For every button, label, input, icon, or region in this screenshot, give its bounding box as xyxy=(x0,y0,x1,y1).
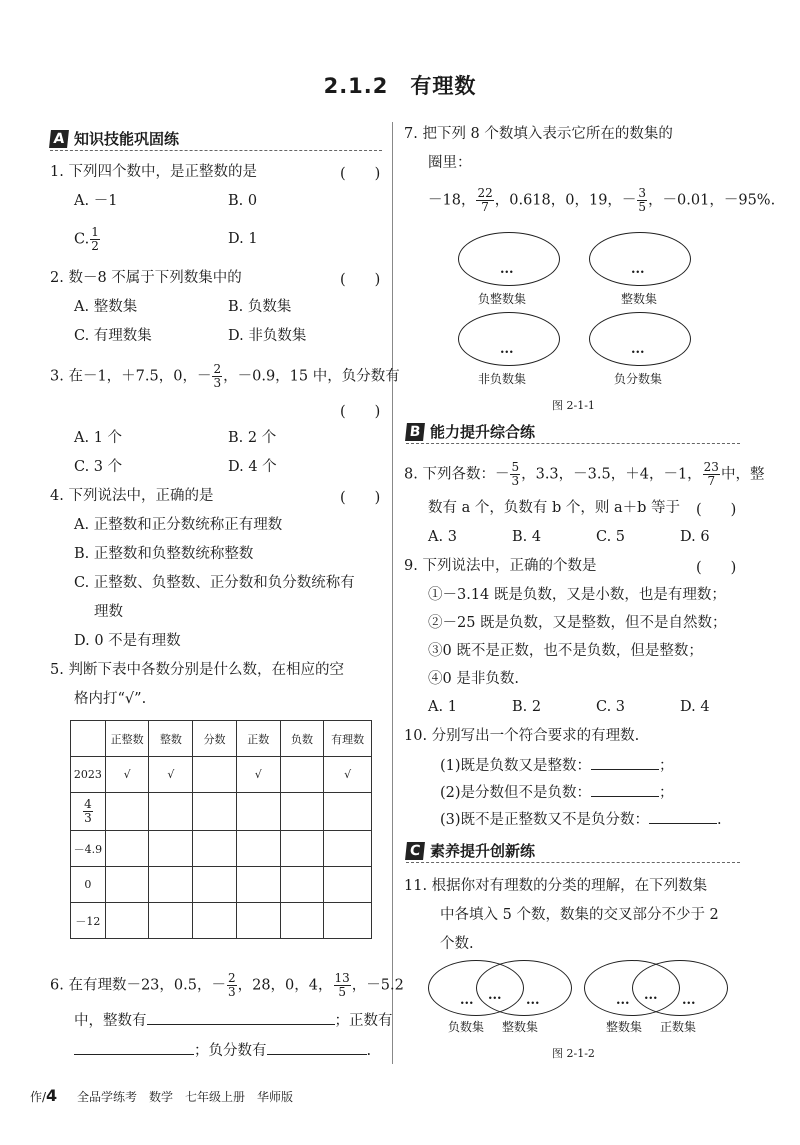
section-c-header xyxy=(406,840,535,861)
table-header-cell: 正数 xyxy=(236,721,280,757)
ellipsis: ... xyxy=(631,342,645,357)
q10-part-2-text: (2)是分数但不是负数： xyxy=(440,785,592,801)
q7-list-c: ，－0.01，－95%. xyxy=(648,192,776,209)
table-header-cell xyxy=(71,721,106,757)
q10-part-2-end: ； xyxy=(659,785,674,801)
ellipsis: ... xyxy=(488,988,502,1003)
q2-option-a: A. 整数集 xyxy=(74,299,138,315)
table-cell[interactable] xyxy=(105,831,149,867)
table-cell[interactable] xyxy=(149,867,193,903)
q9-option-d: D. 4 xyxy=(680,699,710,715)
q10-part-1 xyxy=(440,755,674,776)
frac-num: 23 xyxy=(703,460,719,474)
row-label: 0 xyxy=(71,867,106,903)
q11-stem-cont-2: 个数. xyxy=(440,936,474,952)
frac-num: 3 xyxy=(638,186,647,200)
negative-integer-set-ellipse[interactable] xyxy=(458,232,560,286)
q10-part-1-text: (1)既是负数又是整数： xyxy=(440,758,592,774)
table-row xyxy=(71,903,372,939)
q9-statement-2: ②－25 既是负数，又是整数，但不是自然数； xyxy=(428,615,727,631)
footer-prefix: 作/ xyxy=(30,1090,47,1104)
table-cell[interactable] xyxy=(236,867,280,903)
negative-fraction-set-ellipse[interactable] xyxy=(589,312,691,366)
frac-num: 4 xyxy=(84,797,92,811)
frac-den: 5 xyxy=(338,985,346,999)
frac-den: 7 xyxy=(481,200,489,214)
ellipsis: ... xyxy=(682,993,696,1008)
table-cell[interactable] xyxy=(149,793,193,831)
q8-option-d: D. 6 xyxy=(680,529,710,545)
q9-option-c: C. 3 xyxy=(596,699,626,715)
q9-statement-3: ③0 既不是正数，也不是负数，但是整数； xyxy=(428,643,703,659)
q1-option-c-fraction xyxy=(90,226,100,253)
frac-num: 22 xyxy=(477,186,493,200)
section-c-title: 素养提升创新练 xyxy=(430,842,536,860)
section-a-rule xyxy=(50,150,382,151)
q4-option-c-cont: 理数 xyxy=(94,604,123,620)
q7-fraction-2 xyxy=(637,187,647,214)
q6-stem-c: ，－5.2 xyxy=(351,977,404,994)
q10-part-3-end: . xyxy=(717,812,722,828)
table-cell[interactable] xyxy=(149,831,193,867)
table-row xyxy=(71,757,372,793)
q8-stem-a: 8. 下列各数：－ xyxy=(404,466,510,483)
q3-option-a: A. 1 个 xyxy=(74,430,123,446)
q7-stem: 7. 把下列 8 个数填入表示它所在的数集的 xyxy=(404,126,673,142)
q8-fraction-2 xyxy=(703,461,720,488)
q7-fraction-1 xyxy=(476,187,493,214)
frac-den: 3 xyxy=(84,811,92,825)
q6-neg-fraction-blank[interactable] xyxy=(267,1040,367,1055)
table-cell[interactable] xyxy=(280,867,324,903)
table-header-cell: 分数 xyxy=(193,721,237,757)
q8-option-a: A. 3 xyxy=(428,529,457,545)
section-c-rule xyxy=(406,862,740,863)
q6-integers-blank[interactable] xyxy=(147,1010,335,1025)
section-b-badge: B xyxy=(405,423,425,441)
q7-stem-cont: 圈里： xyxy=(428,155,472,171)
table-cell[interactable] xyxy=(280,793,324,831)
integer-set-ellipse[interactable] xyxy=(589,232,691,286)
q3-option-b: B. 2 个 xyxy=(228,430,277,446)
row-label-fraction xyxy=(83,798,93,825)
positive-set-label: 正数集 xyxy=(660,1020,697,1034)
q5-table xyxy=(70,720,372,939)
integer-set-label: 整数集 xyxy=(502,1020,539,1034)
q8-fraction-1 xyxy=(510,461,520,488)
q9-statement-1: ①－3.14 既是负数，又是小数，也是有理数； xyxy=(428,587,726,603)
q4-option-d: D. 0 不是有理数 xyxy=(74,633,181,649)
q9-option-a: A. 1 xyxy=(428,699,457,715)
table-cell[interactable] xyxy=(193,867,237,903)
table-cell[interactable] xyxy=(236,903,280,939)
table-cell[interactable] xyxy=(280,831,324,867)
nonnegative-set-label: 非负数集 xyxy=(478,372,527,386)
nonnegative-set-ellipse[interactable] xyxy=(458,312,560,366)
q2-answer-paren: ( ) xyxy=(340,272,381,288)
q6-fraction-1 xyxy=(227,972,237,999)
table-header-cell: 正整数 xyxy=(105,721,149,757)
q4-stem: 4. 下列说法中，正确的是 xyxy=(50,488,214,504)
q11-stem: 11. 根据你对有理数的分类的理解，在下列数集 xyxy=(404,878,708,894)
ellipsis: ... xyxy=(644,988,658,1003)
q5-stem-cont: 格内打“√”. xyxy=(74,691,147,707)
table-cell[interactable] xyxy=(105,793,149,831)
q10-stem: 10. 分别写出一个符合要求的有理数. xyxy=(404,728,640,744)
frac-den: 3 xyxy=(511,474,520,488)
q5-stem: 5. 判断下表中各数分别是什么数，在相应的空 xyxy=(50,662,344,678)
q7-list-b: ，0.618，0，19，－ xyxy=(494,192,637,209)
q2-option-d: D. 非负数集 xyxy=(228,328,307,344)
q4-option-c: C. 正整数、负整数、正分数和负分数统称有 xyxy=(74,575,355,591)
table-cell[interactable]: √ xyxy=(236,757,280,793)
page-number: 4 xyxy=(46,1086,58,1105)
q10-part-1-blank[interactable] xyxy=(591,755,659,770)
q9-statement-4: ④0 是非负数. xyxy=(428,671,519,687)
table-cell[interactable] xyxy=(105,867,149,903)
footer-book-info: 全品学练考 数学 七年级上册 华师版 xyxy=(77,1090,294,1104)
integer-set-label-2: 整数集 xyxy=(606,1020,643,1034)
table-cell[interactable] xyxy=(324,793,372,831)
q1-option-a: A. －1 xyxy=(74,193,118,209)
q3-option-c: C. 3 个 xyxy=(74,459,123,475)
section-a-title: 知识技能巩固练 xyxy=(74,130,180,148)
q6-fraction-2 xyxy=(334,972,351,999)
ellipsis: ... xyxy=(500,342,514,357)
q1-option-c-label: C. xyxy=(74,231,90,248)
q10-part-2-blank[interactable] xyxy=(591,782,659,797)
q10-part-2 xyxy=(440,782,674,803)
ellipsis: ... xyxy=(460,993,474,1008)
row-label xyxy=(71,793,106,831)
q6-stem xyxy=(50,972,404,999)
frac-den: 5 xyxy=(638,200,647,214)
table-header-cell: 负数 xyxy=(280,721,324,757)
frac-den: 2 xyxy=(91,239,99,253)
q6-positives-label: ；正数有 xyxy=(334,1013,393,1029)
table-cell[interactable] xyxy=(236,831,280,867)
ellipsis: ... xyxy=(616,993,630,1008)
table-cell[interactable] xyxy=(193,793,237,831)
section-c-badge: C xyxy=(405,842,425,860)
page-footer xyxy=(30,1086,293,1105)
q8-stem xyxy=(404,461,764,488)
column-divider xyxy=(392,122,393,1064)
q2-stem: 2. 数－8 不属于下列数集中的 xyxy=(50,270,242,286)
table-row xyxy=(71,867,372,903)
section-b-rule xyxy=(406,443,740,444)
q8-option-c: C. 5 xyxy=(596,529,626,545)
table-cell[interactable] xyxy=(193,831,237,867)
q4-option-b: B. 正整数和负整数统称整数 xyxy=(74,546,254,562)
integer-set-label: 整数集 xyxy=(621,292,658,306)
q6-line-2 xyxy=(74,1010,393,1031)
row-label: －12 xyxy=(71,903,106,939)
q10-part-3 xyxy=(440,809,722,830)
q10-part-3-blank[interactable] xyxy=(649,809,717,824)
section-b-header xyxy=(406,421,535,442)
q8-stem-cont: 数有 a 个，负数有 b 个，则 a＋b 等于 xyxy=(428,500,681,516)
frac-num: 2 xyxy=(227,971,236,985)
q9-answer-paren: ( ) xyxy=(696,560,737,576)
q9-option-b: B. 2 xyxy=(512,699,542,715)
table-row xyxy=(71,793,372,831)
table-header-cell: 整数 xyxy=(149,721,193,757)
table-cell[interactable] xyxy=(149,903,193,939)
frac-num: 2 xyxy=(213,362,222,376)
table-cell[interactable] xyxy=(193,903,237,939)
q3-answer-paren: ( ) xyxy=(340,404,381,420)
q3-option-d: D. 4 个 xyxy=(228,459,277,475)
table-row xyxy=(71,831,372,867)
frac-num: 13 xyxy=(334,971,350,985)
ellipsis: ... xyxy=(631,262,645,277)
table-cell[interactable]: √ xyxy=(105,757,149,793)
table-cell[interactable] xyxy=(324,831,372,867)
q2-option-b: B. 负数集 xyxy=(228,299,292,315)
section-b-title: 能力提升综合练 xyxy=(430,423,536,441)
frac-den: 3 xyxy=(213,376,222,390)
q6-stem-a: 6. 在有理数－23，0.5，－ xyxy=(50,977,226,994)
frac-num: 1 xyxy=(91,225,99,239)
q10-part-1-end: ； xyxy=(659,758,674,774)
q6-neg-fraction-label: ；负分数有 xyxy=(194,1043,267,1059)
q8-stem-b: ，3.3，－3.5，＋4，－1， xyxy=(521,466,702,483)
table-header-cell: 有理数 xyxy=(324,721,372,757)
table-cell[interactable] xyxy=(193,757,237,793)
q8-answer-paren: ( ) xyxy=(696,502,737,518)
row-label: 2023 xyxy=(71,757,106,793)
frac-den: 3 xyxy=(227,985,236,999)
q4-option-a: A. 正整数和正分数统称正有理数 xyxy=(74,517,283,533)
q6-line-3 xyxy=(74,1040,371,1061)
q3-stem-a: 3. 在－1，＋7.5，0，－ xyxy=(50,368,212,385)
q6-stem-b: ，28，0，4， xyxy=(237,977,333,994)
q1-option-c xyxy=(74,226,101,253)
figure-caption: 图 2-1-1 xyxy=(552,399,595,412)
q1-option-d: D. 1 xyxy=(228,231,258,247)
q3-fraction xyxy=(212,363,222,390)
table-cell[interactable] xyxy=(280,757,324,793)
table-cell[interactable] xyxy=(280,903,324,939)
q7-number-list xyxy=(428,187,775,214)
table-cell[interactable] xyxy=(324,903,372,939)
page-title: 2.1.2 有理数 xyxy=(323,74,477,98)
q8-option-b: B. 4 xyxy=(512,529,542,545)
frac-den: 7 xyxy=(707,474,716,488)
q6-integers-label: 中，整数有 xyxy=(74,1013,147,1029)
negative-integer-set-label: 负整数集 xyxy=(478,292,527,306)
negative-fraction-set-label: 负分数集 xyxy=(614,372,663,386)
q2-option-c: C. 有理数集 xyxy=(74,328,152,344)
q1-option-b: B. 0 xyxy=(228,193,258,209)
figure-caption: 图 2-1-2 xyxy=(552,1047,595,1060)
q7-list-a: －18， xyxy=(428,192,476,209)
negative-set-label: 负数集 xyxy=(448,1020,485,1034)
table-cell[interactable] xyxy=(324,867,372,903)
section-a-badge: A xyxy=(49,130,69,148)
table-cell[interactable]: √ xyxy=(324,757,372,793)
q10-part-3-text: (3)既不是正整数又不是负分数： xyxy=(440,812,650,828)
q6-end: . xyxy=(366,1043,372,1059)
q3-stem-b: ，－0.9，15 中，负分数有 xyxy=(223,368,400,385)
q9-stem: 9. 下列说法中，正确的个数是 xyxy=(404,558,597,574)
q8-stem-c: 中，整 xyxy=(720,466,765,483)
section-a-header xyxy=(50,128,179,149)
frac-num: 5 xyxy=(511,460,520,474)
ellipsis: ... xyxy=(526,993,540,1008)
q1-stem: 1. 下列四个数中，是正整数的是 xyxy=(50,164,257,180)
q11-stem-cont-1: 中各填入 5 个数，数集的交叉部分不少于 2 xyxy=(440,907,719,923)
q3-stem xyxy=(50,363,400,390)
q4-answer-paren: ( ) xyxy=(340,490,381,506)
q6-positives-blank[interactable] xyxy=(74,1040,194,1055)
table-cell[interactable] xyxy=(236,793,280,831)
table-cell[interactable] xyxy=(105,903,149,939)
q1-answer-paren: ( ) xyxy=(340,166,381,182)
row-label: －4.9 xyxy=(71,831,106,867)
ellipsis: ... xyxy=(500,262,514,277)
table-cell[interactable]: √ xyxy=(149,757,193,793)
